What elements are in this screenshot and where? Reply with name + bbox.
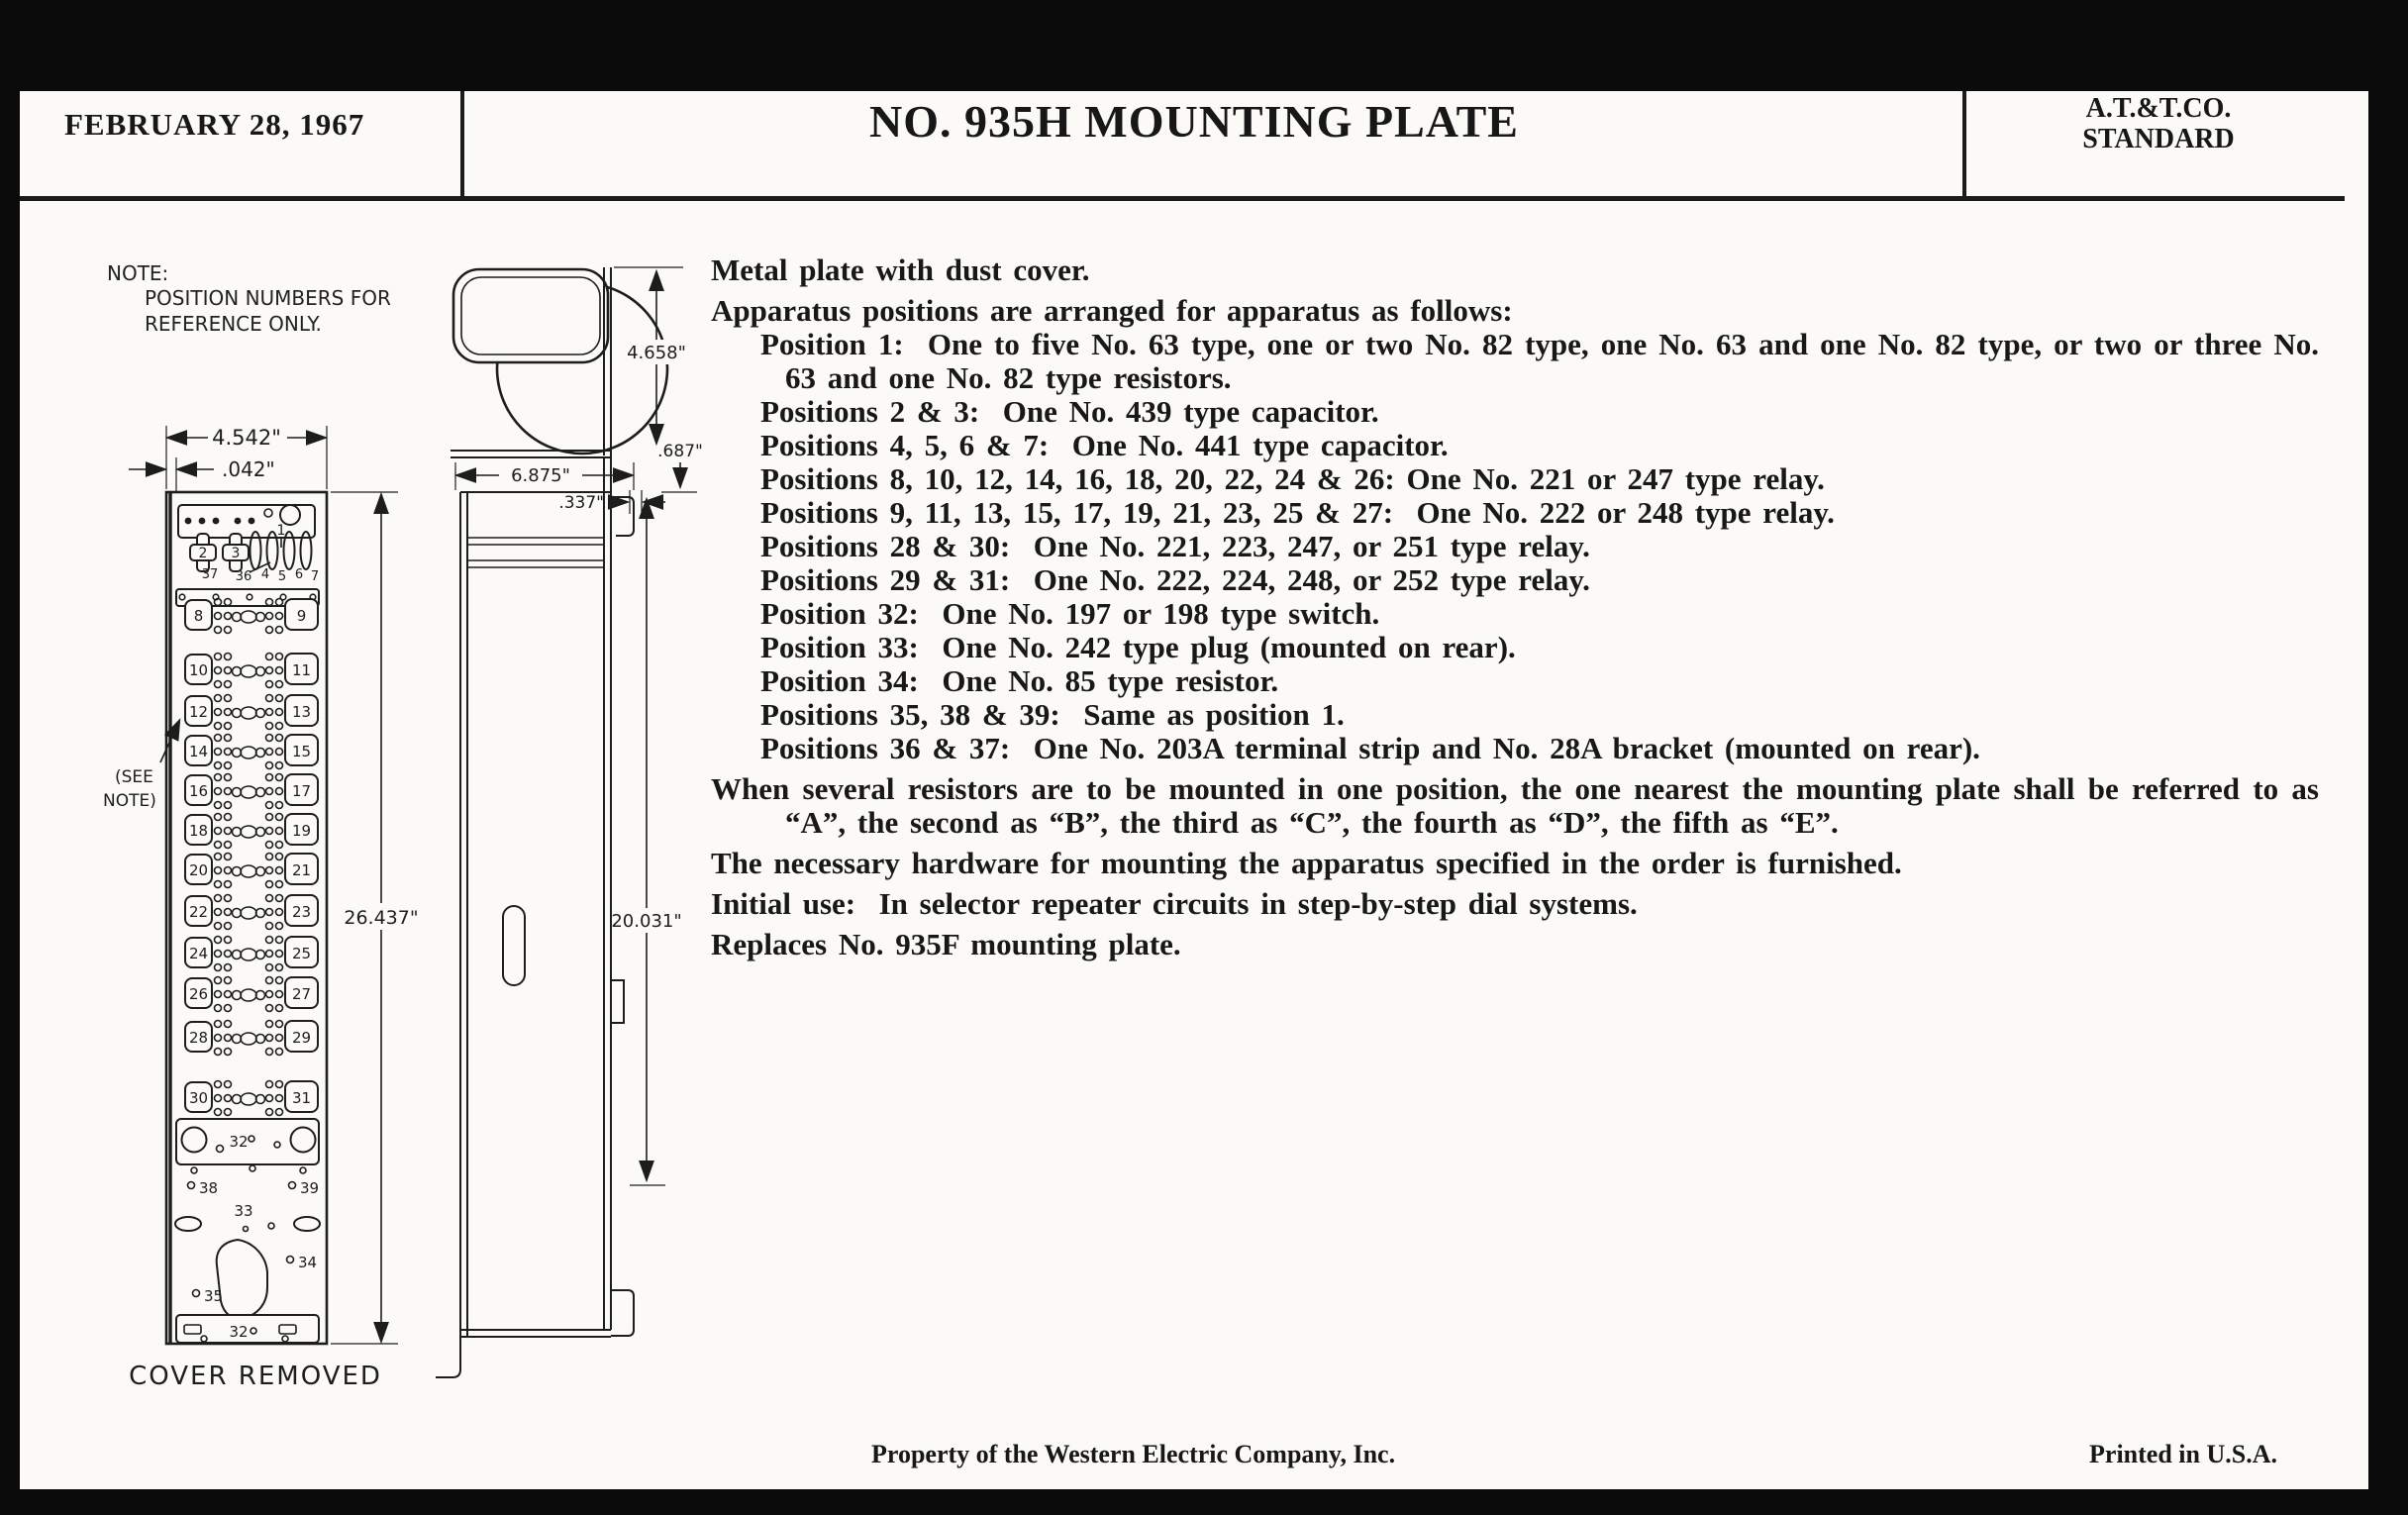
body-paragraph: Positions 35, 38 & 39: Same as position 1.: [760, 697, 1345, 732]
body-paragraph: Positions 4, 5, 6 & 7: One No. 441 type capacitor.: [760, 428, 1449, 462]
note-line2: REFERENCE ONLY.: [145, 312, 322, 336]
position-number: 4: [260, 567, 270, 582]
printed-in-usa: Printed in U.S.A.: [2089, 1440, 2277, 1468]
front-view-drawing: [59, 248, 436, 1416]
body-paragraph: Replaces No. 935F mounting plate.: [711, 927, 1181, 961]
body-paragraph: The necessary hardware for mounting the apparatus specified in the order is furnished.: [711, 846, 1902, 880]
org-line1: A.T.&T.CO.: [2085, 93, 2232, 124]
body-paragraph: When several resistors are to be mounted in one position, the one nearest the mounting plate shall be referred to as “A”, the second as “B”, the third as “C”, the fourth as “D”, the fifth as “E”.: [711, 771, 2331, 840]
note-line1: POSITION NUMBERS FOR: [145, 286, 391, 310]
position-number: 33: [234, 1202, 253, 1220]
body-paragraph: Position 32: One No. 197 or 198 type switch.: [760, 596, 1380, 631]
position-number: 24: [188, 945, 209, 962]
mounting-hook-bottom: [611, 1290, 634, 1336]
position-number: 36: [235, 569, 252, 584]
body-paragraph: Positions 9, 11, 13, 15, 17, 19, 21, 23, 25 & 27: One No. 222 or 248 type relay.: [760, 495, 1835, 530]
body-paragraph: Position 1: One to five No. 63 type, one or two No. 82 type, one No. 63 and one No. 82 type, or two or three No. 63 and one No. 82 type resistors.: [760, 327, 2331, 395]
flange-dimension: [657, 442, 703, 492]
position-number: 25: [291, 945, 312, 962]
position-number: 29: [291, 1029, 312, 1047]
offset-dimension: [558, 490, 665, 514]
dimension-label: .687": [657, 442, 703, 461]
depth-dimension: [455, 462, 634, 490]
position-number: 30: [188, 1089, 209, 1107]
body-paragraph: Initial use: In selector repeater circuits in step-by-step dial systems.: [711, 886, 1638, 921]
body-paragraph: Positions 28 & 30: One No. 221, 223, 247, or 251 type relay.: [760, 529, 1590, 563]
page-title: NO. 935H MOUNTING PLATE: [869, 96, 1519, 147]
position-number: 5: [277, 569, 287, 584]
position-number: 3: [231, 546, 241, 561]
position-number: 2: [198, 546, 208, 561]
dimension-label: .337": [558, 493, 604, 513]
document-date: FEBRUARY 28, 1967: [64, 107, 365, 142]
header-divider-left: [460, 91, 464, 197]
position-number: 12: [188, 703, 209, 721]
see-note-text: NOTE): [103, 791, 156, 811]
position-number: 14: [188, 743, 209, 760]
body-height-dimension: [611, 500, 681, 1185]
header-divider-right: [1962, 91, 1966, 197]
specification-text: [711, 252, 2331, 961]
document-page: [20, 91, 2368, 1489]
dimension-label: 4.542": [212, 426, 281, 450]
position-number: 17: [291, 782, 312, 800]
body-paragraph: Positions 2 & 3: One No. 439 type capacitor.: [760, 394, 1379, 429]
position-number: 38: [199, 1179, 219, 1197]
dimension-label: 26.437": [344, 907, 419, 929]
dimension-label: 4.658": [627, 343, 686, 363]
cover-cap: [453, 269, 608, 362]
position-number: 15: [291, 743, 312, 760]
position-number: 16: [188, 782, 209, 800]
body-paragraph: Apparatus positions are arranged for apparatus as follows:: [711, 293, 1513, 328]
body-paragraph: Positions 29 & 31: One No. 222, 224, 248, or 252 type relay.: [760, 562, 1590, 597]
position-number: 37: [201, 567, 219, 582]
position-number: 9: [296, 607, 307, 625]
cam-cutout: [217, 1240, 267, 1319]
position-number: 28: [188, 1029, 209, 1047]
body-paragraph: Positions 36 & 37: One No. 203A terminal strip and No. 28A bracket (mounted on rear).: [760, 731, 1980, 765]
position-number: 32: [229, 1323, 249, 1341]
mounting-notch: [611, 980, 624, 1023]
header-rule: [20, 196, 2345, 201]
front-offset-dimension: [129, 457, 275, 491]
position-number: 11: [291, 661, 312, 679]
position-number: 20: [188, 861, 209, 879]
cover-body-profile: [436, 457, 634, 1377]
property-notice: Property of the Western Electric Company, Inc.: [871, 1440, 1396, 1468]
position-number: 35: [204, 1287, 224, 1305]
finger-slot: [503, 906, 525, 985]
front-view-caption: COVER REMOVED: [129, 1362, 382, 1391]
body-paragraph: Position 34: One No. 85 type resistor.: [760, 663, 1279, 698]
body-paragraph: Positions 8, 10, 12, 14, 16, 18, 20, 22, 24 & 26: One No. 221 or 247 type relay.: [760, 461, 1825, 496]
position-number: 23: [291, 903, 312, 921]
position-number: 27: [291, 985, 312, 1003]
dimension-label: 6.875": [511, 465, 570, 486]
org-line2: STANDARD: [2082, 124, 2235, 154]
body-paragraph: Position 33: One No. 242 type plug (mounted on rear).: [760, 630, 1516, 664]
dimension-label: .042": [222, 457, 275, 481]
position-number: 8: [193, 607, 204, 625]
position-number: 18: [188, 822, 209, 840]
position-number: 22: [188, 903, 209, 921]
see-note-text: (SEE: [115, 767, 153, 787]
position-number: 13: [291, 703, 312, 721]
position-number: 7: [310, 569, 320, 584]
body-paragraph: Metal plate with dust cover.: [711, 252, 1090, 287]
position-number: 32: [229, 1133, 249, 1151]
org-standard-label: [2020, 93, 2297, 154]
position-number: 34: [298, 1254, 318, 1271]
position-number: 26: [188, 985, 209, 1003]
bottom-foot: [436, 1337, 460, 1377]
position-number: 31: [291, 1089, 312, 1107]
position-number: 39: [300, 1179, 320, 1197]
dimension-label: 20.031": [611, 911, 682, 932]
position-number: 21: [291, 861, 312, 879]
front-height-dimension: [331, 492, 426, 1344]
position-number: 19: [291, 822, 312, 840]
position-number: 10: [188, 661, 209, 679]
note-label: NOTE:: [107, 261, 169, 285]
position-number: 1: [276, 523, 286, 539]
position-number: 6: [294, 567, 304, 582]
